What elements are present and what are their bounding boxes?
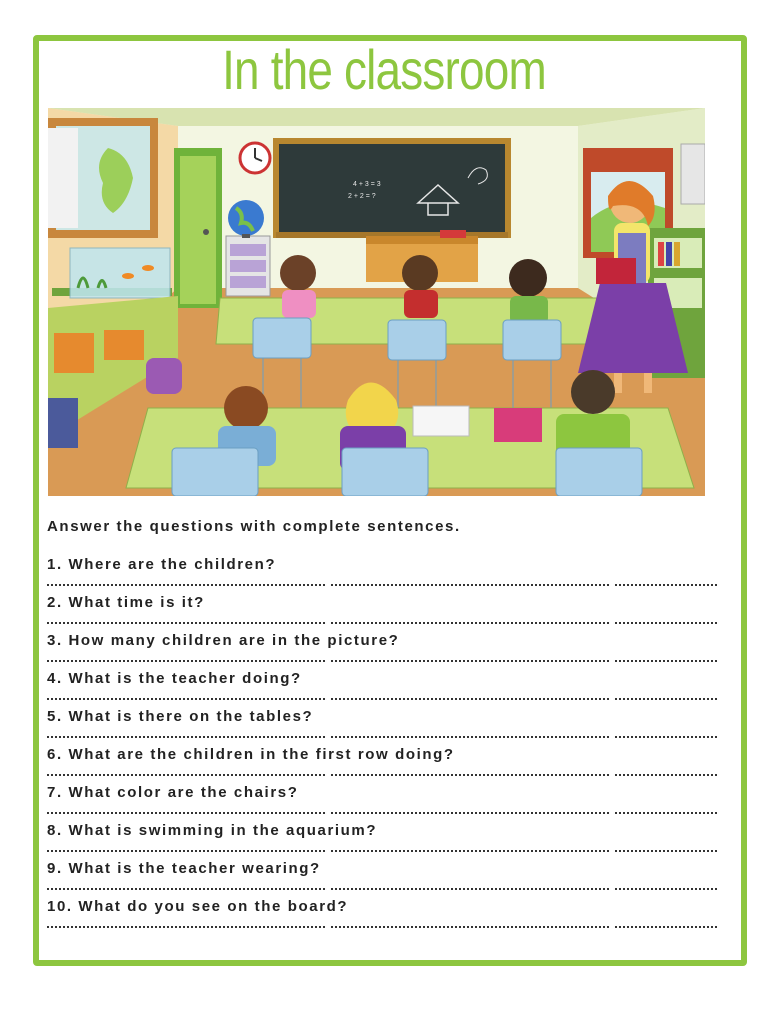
answer-line[interactable] [47,804,719,816]
aquarium [52,248,172,298]
question-text: 6. What are the children in the first row doing? [47,746,455,763]
answer-line[interactable] [47,576,719,588]
door [174,148,222,308]
question-list [47,556,719,936]
question-item [47,556,719,594]
question-text: 9. What is the teacher wearing? [47,860,321,877]
question-item [47,860,719,898]
question-item [47,746,719,784]
question-item [47,708,719,746]
school-bag [146,358,182,394]
map-board [48,118,158,238]
question-text: 4. What is the teacher doing? [47,670,302,687]
answer-line[interactable] [47,728,719,740]
blackboard [273,138,511,238]
answer-line[interactable] [47,880,719,892]
worksheet-title: In the classroom [222,38,546,101]
question-text: 3. How many children are in the picture? [47,632,400,649]
board-line-1: 4 + 3 = 3 [353,181,381,188]
answer-line[interactable] [47,690,719,702]
answer-line[interactable] [47,766,719,778]
board-line-2: 2 + 2 = ? [348,193,376,200]
wall-clock [240,143,270,173]
question-text: 1. Where are the children? [47,556,277,573]
classroom-illustration [48,108,705,496]
answer-line[interactable] [47,652,719,664]
answer-line[interactable] [47,614,719,626]
question-text: 5. What is there on the tables? [47,708,314,725]
question-text: 8. What is swimming in the aquarium? [47,822,378,839]
instructions: Answer the questions with complete sentences. [47,518,461,535]
question-text: 10. What do you see on the board? [47,898,349,915]
question-item [47,594,719,632]
question-item [47,632,719,670]
question-item [47,784,719,822]
question-text: 2. What time is it? [47,594,205,611]
question-item [47,898,719,936]
answer-line[interactable] [47,918,719,930]
question-text: 7. What color are the chairs? [47,784,299,801]
answer-line[interactable] [47,842,719,854]
question-item [47,670,719,708]
front-chairs [172,448,642,496]
question-item [47,822,719,860]
cabinet [226,236,270,296]
